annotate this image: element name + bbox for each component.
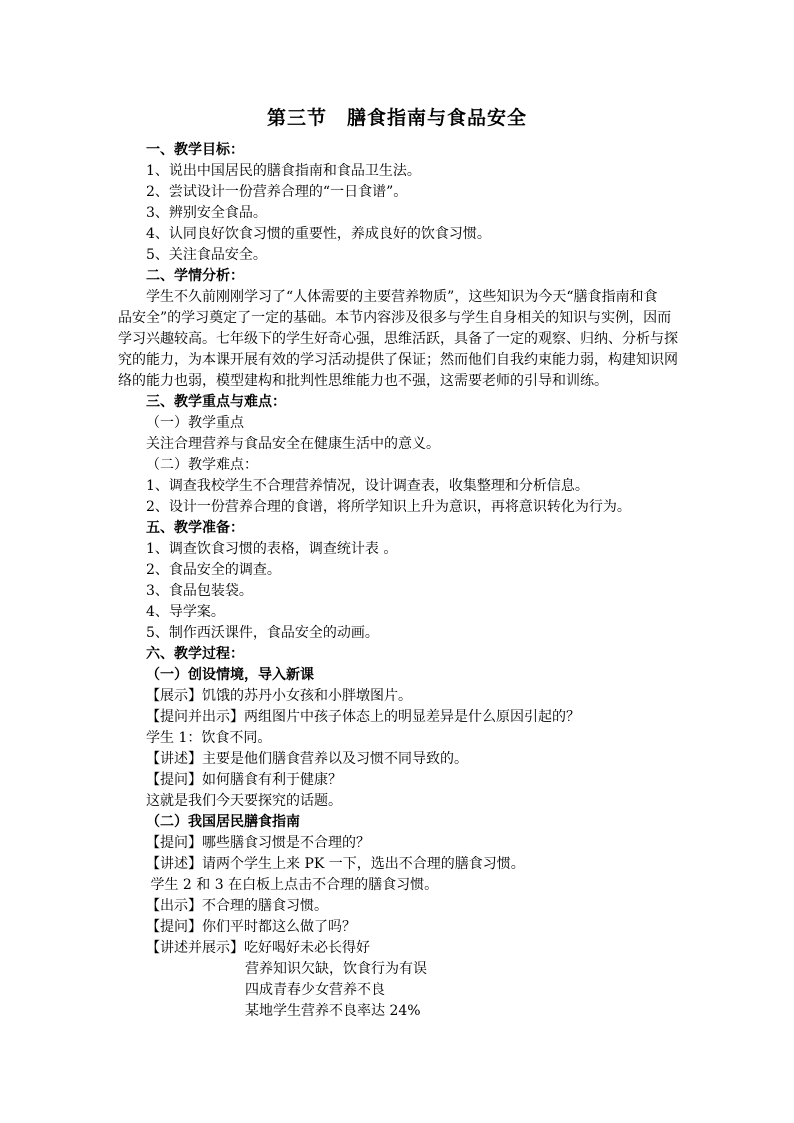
key-subheading: （二）教学难点：	[146, 457, 258, 473]
analysis-line: 究的能力，为本课开展有效的学习活动提供了保证；然而他们自我约束能力弱，构建知识网	[118, 352, 678, 368]
process-line: 【提问】你们平时都这么做了吗？	[146, 919, 356, 935]
process-line: 学生 1：饮食不同。	[146, 730, 272, 746]
process-subheading: （二）我国居民膳食指南	[146, 814, 300, 830]
process-line: 这就是我们今天要探究的话题。	[146, 793, 342, 809]
indented-line: 某地学生营养不良率达 24%	[245, 1003, 421, 1019]
process-line: 【提问并出示】两组图片中孩子体态上的明显差异是什么原因引起的？	[146, 709, 580, 725]
process-line: 【提问】如何膳食有利于健康？	[146, 772, 342, 788]
prep-item: 1、调查饮食习惯的表格，调查统计表 。	[146, 541, 398, 557]
objective-item: 3、辨别安全食品。	[146, 205, 267, 221]
prep-item: 3、食品包装袋。	[146, 583, 253, 599]
prep-item: 4、导学案。	[146, 604, 225, 620]
process-line: 【出示】不合理的膳食习惯。	[146, 898, 328, 914]
prep-heading: 五、教学准备：	[146, 520, 244, 536]
objective-item: 2、尝试设计一份营养合理的“一日食谱”。	[146, 184, 408, 200]
key-subheading: （一）教学重点	[146, 415, 244, 431]
analysis-line: 学生不久前刚刚学习了“人体需要的主要营养物质”，这些知识为今天“膳食指南和食	[146, 289, 658, 305]
process-line: 【提问】哪些膳食习惯是不合理的？	[146, 835, 370, 851]
objective-item: 5、关注食品安全。	[146, 247, 267, 263]
prep-item: 5、制作西沃课件，食品安全的动画。	[146, 625, 379, 641]
difficulty-item: 2、设计一份营养合理的食谱，将所学知识上升为意识，再将意识转化为行为。	[146, 499, 631, 515]
keypoints-heading: 三、教学重点与难点：	[146, 394, 286, 410]
analysis-heading: 二、学情分析：	[146, 268, 244, 284]
objective-item: 4、认同良好饮食习惯的重要性，养成良好的饮食习惯。	[146, 226, 491, 242]
process-line: 【讲述并展示】吃好喝好未必长得好	[146, 940, 370, 956]
process-subheading: （一）创设情境，导入新课	[146, 667, 314, 683]
indented-line: 营养知识欠缺，饮食行为有误	[245, 961, 427, 977]
process-line: 【讲述】主要是他们膳食营养以及习惯不同导致的。	[146, 751, 468, 767]
indented-line: 四成青春少女营养不良	[245, 982, 385, 998]
process-heading: 六、教学过程：	[146, 646, 244, 662]
process-line: 【讲述】请两个学生上来 PK 一下，选出不合理的膳食习惯。	[146, 856, 525, 872]
prep-item: 2、食品安全的调查。	[146, 562, 281, 578]
page-title: 第三节 膳食指南与食品安全	[266, 107, 527, 129]
process-line: 学生 2 和 3 在白板上点击不合理的膳食习惯。	[146, 877, 439, 893]
analysis-line: 品安全”的学习奠定了一定的基础。本节内容涉及很多与学生自身相关的知识与实例，因而	[118, 310, 672, 326]
analysis-line: 络的能力也弱，模型建构和批判性思维能力也不强，这需要老师的引导和训练。	[118, 373, 608, 389]
objective-item: 1、说出中国居民的膳食指南和食品卫生法。	[146, 163, 421, 179]
objectives-heading: 一、教学目标：	[146, 142, 244, 158]
key-text: 关注合理营养与食品安全在健康生活中的意义。	[146, 436, 440, 452]
process-line: 【展示】饥饿的苏丹小女孩和小胖墩图片。	[146, 688, 412, 704]
analysis-line: 学习兴趣较高。七年级下的学生好奇心强，思维活跃，具备了一定的观察、归纳、分析与探	[118, 331, 678, 347]
difficulty-item: 1、调查我校学生不合理营养情况，设计调查表，收集整理和分析信息。	[146, 478, 589, 494]
